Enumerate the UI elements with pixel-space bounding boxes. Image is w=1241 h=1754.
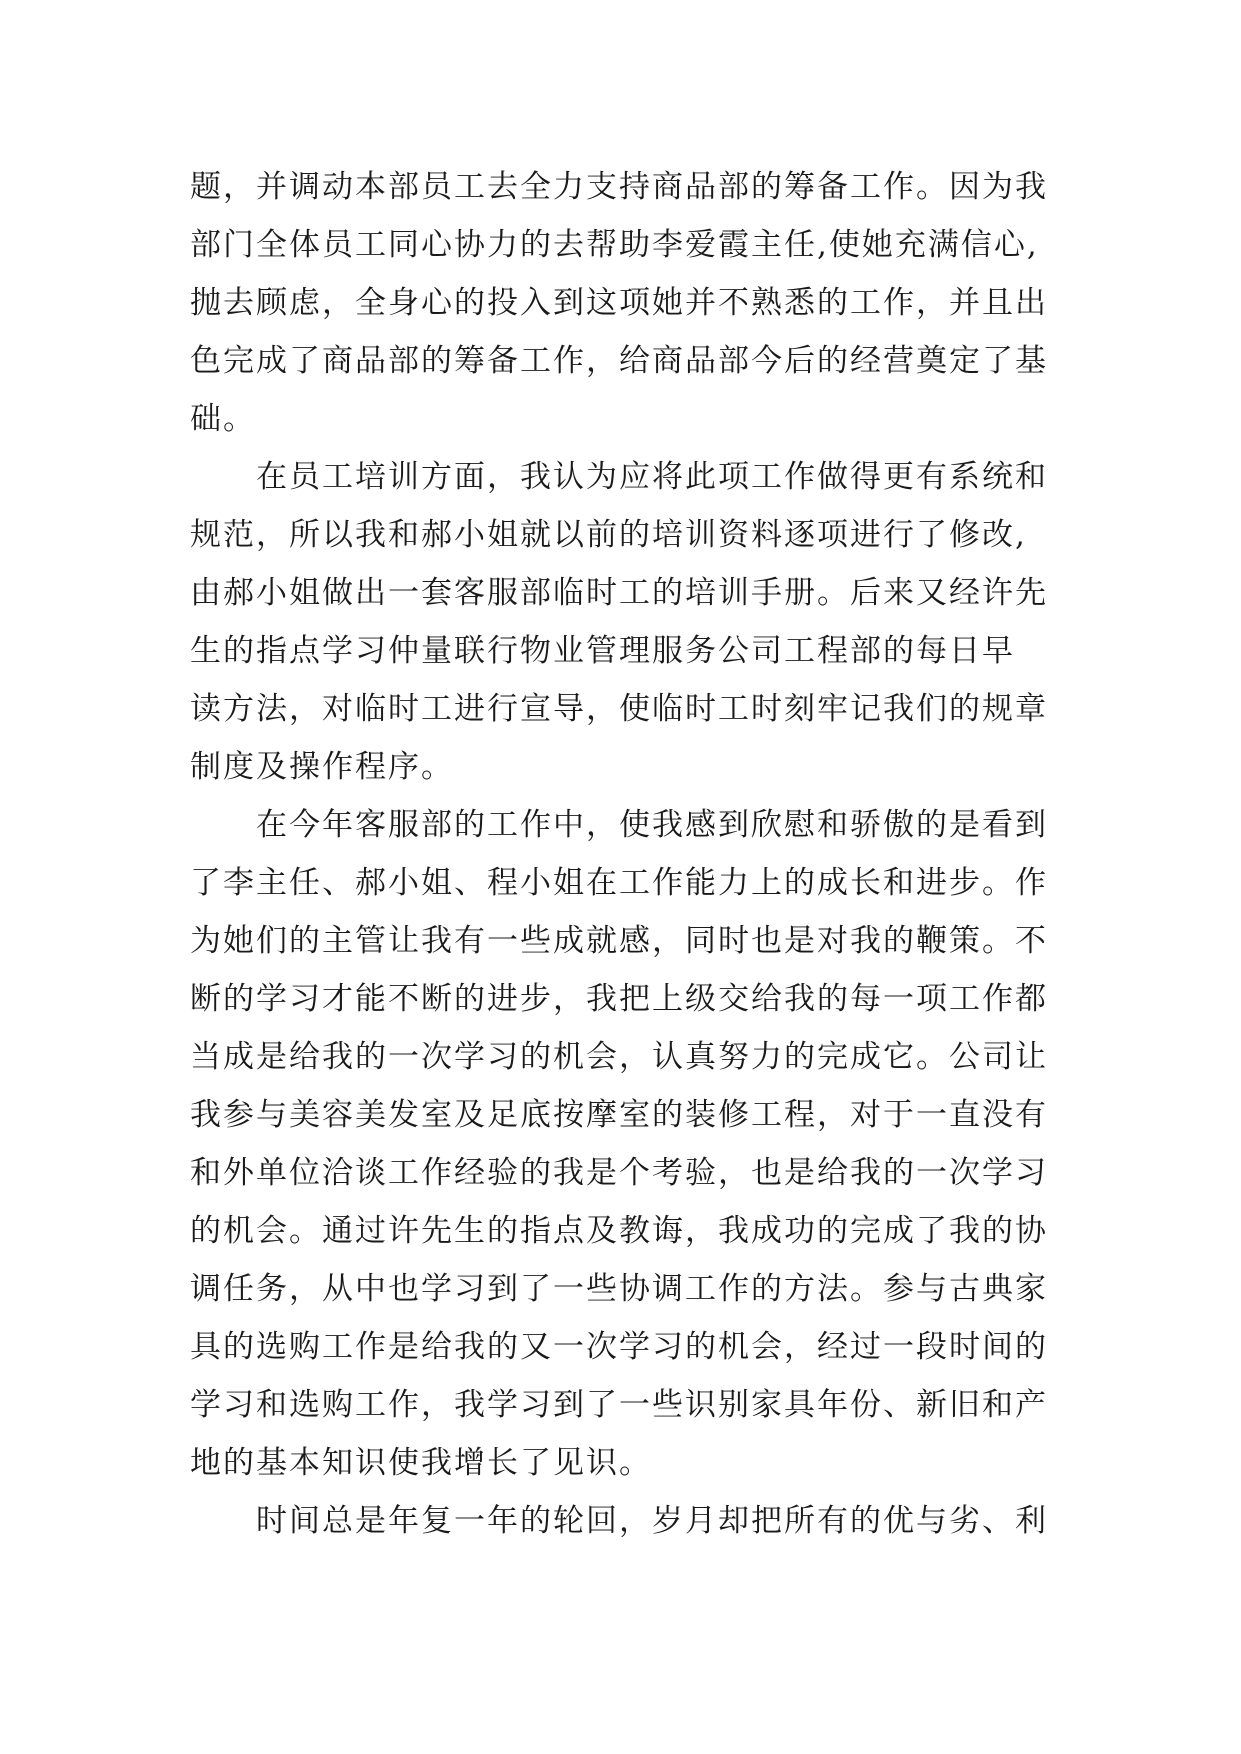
text-line: 时间总是年复一年的轮回，岁月却把所有的优与劣、利 [256,1503,1048,1539]
text-line: 生的指点学习仲量联行物业管理服务公司工程部的每日早 [190,633,1015,669]
paragraph [190,1492,1070,1550]
text-line: 的机会。通过许先生的指点及教诲，我成功的完成了我的协 [190,1213,1048,1249]
paragraph [190,796,1070,1492]
text-line: 当成是给我的一次学习的机会，认真努力的完成它。公司让 [190,1039,1048,1075]
text-line: 题，并调动本部员工去全力支持商品部的筹备工作。因为我 [190,169,1048,205]
text-line: 我参与美容美发室及足底按摩室的装修工程，对于一直没有 [190,1097,1048,1133]
text-line: 在今年客服部的工作中，使我感到欣慰和骄傲的是看到 [256,807,1048,843]
paragraph [190,448,1070,796]
text-line: 色完成了商品部的筹备工作，给商品部今后的经营奠定了基 [190,343,1048,379]
text-line: 断的学习才能不断的进步，我把上级交给我的每一项工作都 [190,981,1048,1017]
text-line: 和外单位洽谈工作经验的我是个考验，也是给我的一次学习 [190,1155,1048,1191]
text-line: 地的基本知识使我增长了见识。 [190,1445,652,1481]
text-line: 了李主任、郝小姐、程小姐在工作能力上的成长和进步。作 [190,865,1048,901]
text-line: 读方法，对临时工进行宣导，使临时工时刻牢记我们的规章 [190,691,1048,727]
text-line: 调任务，从中也学习到了一些协调工作的方法。参与古典家 [190,1271,1048,1307]
text-line: 学习和选购工作，我学习到了一些识别家具年份、新旧和产 [190,1387,1048,1423]
body-text [190,158,1070,1550]
text-line: 为她们的主管让我有一些成就感，同时也是对我的鞭策。不 [190,923,1048,959]
text-line: 规范，所以我和郝小姐就以前的培训资料逐项进行了修改, [190,517,1027,553]
text-line: 在员工培训方面，我认为应将此项工作做得更有系统和 [256,459,1048,495]
text-line: 由郝小姐做出一套客服部临时工的培训手册。后来又经许先 [190,575,1048,611]
text-line: 础。 [190,401,256,437]
text-line: 具的选购工作是给我的又一次学习的机会，经过一段时间的 [190,1329,1048,1365]
text-line: 制度及操作程序。 [190,749,454,785]
text-line: 部门全体员工同心协力的去帮助李爱霞主任,使她充满信心, [190,227,1039,263]
paragraph [190,158,1070,448]
text-line: 抛去顾虑，全身心的投入到这项她并不熟悉的工作，并且出 [190,285,1048,321]
